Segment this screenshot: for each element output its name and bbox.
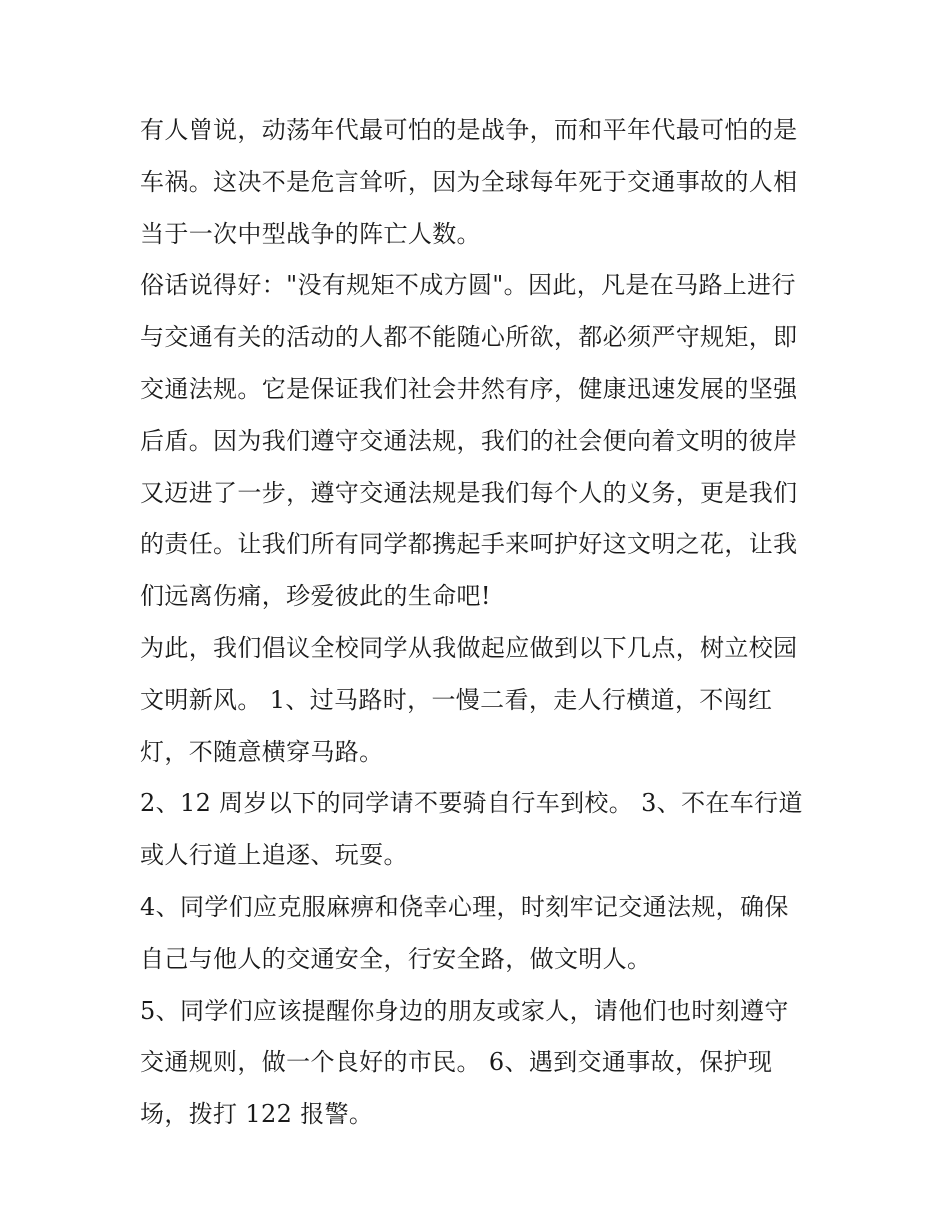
text-line: 的责任。让我们所有同学都携起手来呵护好这文明之花，让我 bbox=[140, 530, 798, 559]
text-line: 后盾。因为我们遵守交通法规，我们的社会便向着文明的彼岸 bbox=[140, 426, 798, 455]
text-line: 交通规则，做一个良好的市民。 6、遇到交通事故，保护现 bbox=[140, 1048, 773, 1077]
text-line: 与交通有关的活动的人都不能随心所欲，都必须严守规矩，即 bbox=[140, 323, 798, 352]
text-line: 俗话说得好："没有规矩不成方圆"。因此，凡是在马路上进行 bbox=[140, 271, 796, 300]
text-line: 交通法规。它是保证我们社会井然有序，健康迅速发展的坚强 bbox=[140, 374, 798, 403]
text-line: 车祸。这决不是危言耸听，因为全球每年死于交通事故的人相 bbox=[140, 167, 798, 196]
text-line: 文明新风。 1、过马路时，一慢二看，走人行横道，不闯红 bbox=[140, 685, 773, 714]
text-line: 2、12 周岁以下的同学请不要骑自行车到校。 3、不在车行道 bbox=[140, 789, 803, 818]
text-line: 有人曾说，动荡年代最可怕的是战争，而和平年代最可怕的是 bbox=[140, 116, 798, 144]
text-line: 为此，我们倡议全校同学从我做起应做到以下几点，树立校园 bbox=[140, 633, 798, 662]
text-line: 又迈进了一步，遵守交通法规是我们每个人的义务，更是我们 bbox=[140, 478, 798, 507]
text-line: 5、同学们应该提醒你身边的朋友或家人，请他们也时刻遵守 bbox=[140, 996, 789, 1025]
document-body bbox=[140, 108, 820, 1144]
text-line: 灯，不随意横穿马路。 bbox=[140, 737, 384, 766]
text-line: 场，拨打 122 报警。 bbox=[140, 1100, 374, 1129]
text-line: 自己与他人的交通安全，行安全路，做文明人。 bbox=[140, 944, 652, 973]
text-line: 们远离伤痛，珍爱彼此的生命吧! bbox=[140, 582, 491, 611]
text-line: 4、同学们应克服麻痹和侥幸心理，时刻牢记交通法规，确保 bbox=[140, 892, 789, 921]
text-line: 或人行道上追逐、玩耍。 bbox=[140, 841, 408, 870]
text-line: 当于一次中型战争的阵亡人数。 bbox=[140, 219, 481, 248]
